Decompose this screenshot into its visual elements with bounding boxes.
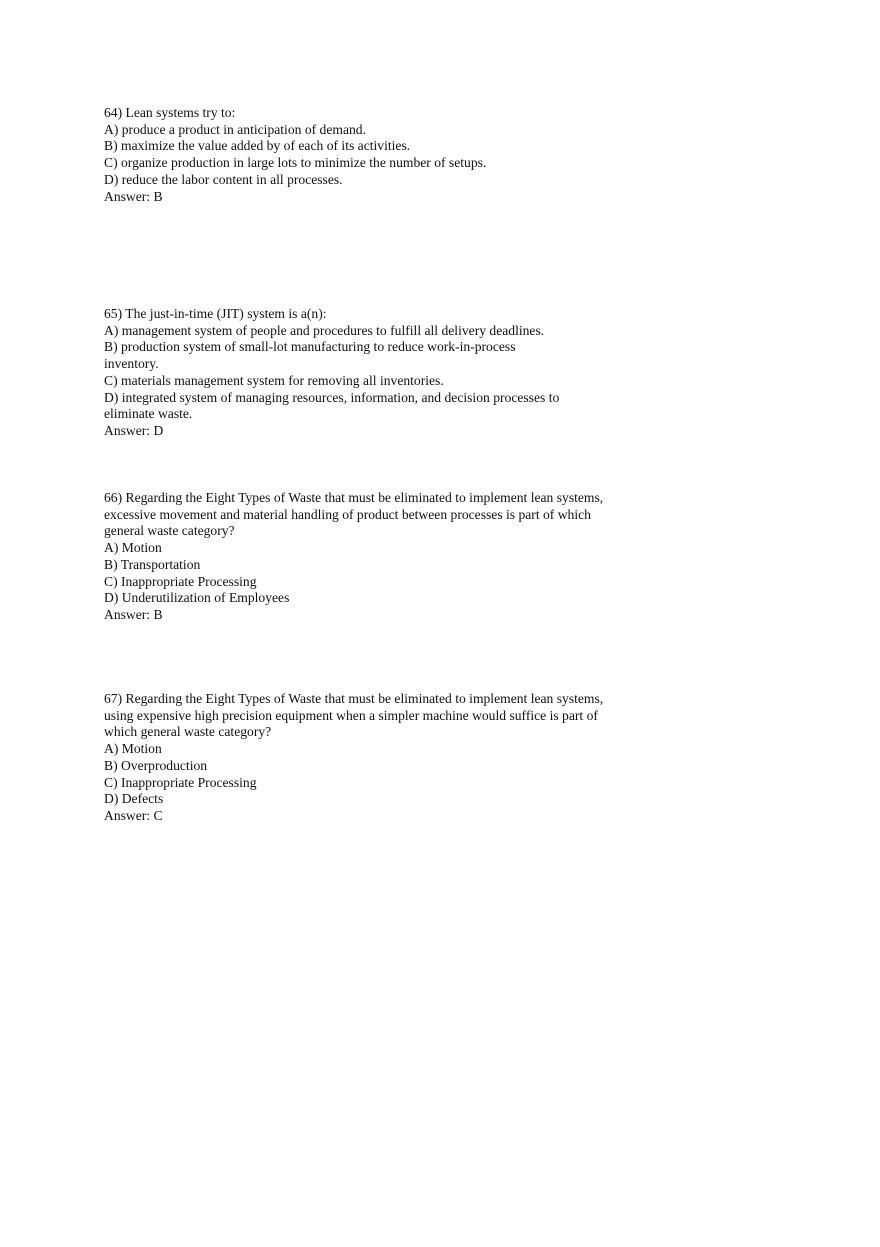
option-d: D) integrated system of managing resources, information, and decision processes to eliminate waste. <box>104 389 560 422</box>
question-stem: 66) Regarding the Eight Types of Waste that must be eliminated to implement lean systems, excessive movement and material handling of product between processes is part of which general waste category? <box>104 490 604 539</box>
option-b: B) Transportation <box>104 556 201 572</box>
option-b: B) maximize the value added by of each of its activities. <box>104 138 411 154</box>
option-b: B) Overproduction <box>104 757 208 773</box>
option-a: A) Motion <box>104 540 162 556</box>
question-stem: 65) The just-in-time (JIT) system is a(n): <box>104 306 327 321</box>
question-67 <box>104 691 634 825</box>
question-66 <box>104 490 634 624</box>
option-d: D) Underutilization of Employees <box>104 590 290 606</box>
question-stem: 64) Lean systems try to: <box>104 105 236 120</box>
answer: Answer: B <box>104 188 163 204</box>
option-c: C) Inappropriate Processing <box>104 774 257 790</box>
option-d: D) Defects <box>104 791 164 807</box>
option-c: C) organize production in large lots to minimize the number of setups. <box>104 155 487 171</box>
answer: Answer: B <box>104 606 163 622</box>
option-b: B) production system of small-lot manufacturing to reduce work-in-process inventory. <box>104 339 516 372</box>
answer: Answer: C <box>104 807 163 823</box>
question-64 <box>104 105 634 205</box>
question-stem: 67) Regarding the Eight Types of Waste that must be eliminated to implement lean systems, using expensive high precision equipment when a simpler machine would suffice is part of which general waste category? <box>104 691 604 740</box>
answer: Answer: D <box>104 422 164 438</box>
option-d: D) reduce the labor content in all processes. <box>104 171 343 187</box>
option-a: A) produce a product in anticipation of demand. <box>104 121 366 137</box>
option-a: A) management system of people and procedures to fulfill all delivery deadlines. <box>104 322 545 338</box>
option-c: C) materials management system for removing all inventories. <box>104 372 444 388</box>
option-c: C) Inappropriate Processing <box>104 573 257 589</box>
question-65 <box>104 306 604 440</box>
option-a: A) Motion <box>104 741 162 757</box>
